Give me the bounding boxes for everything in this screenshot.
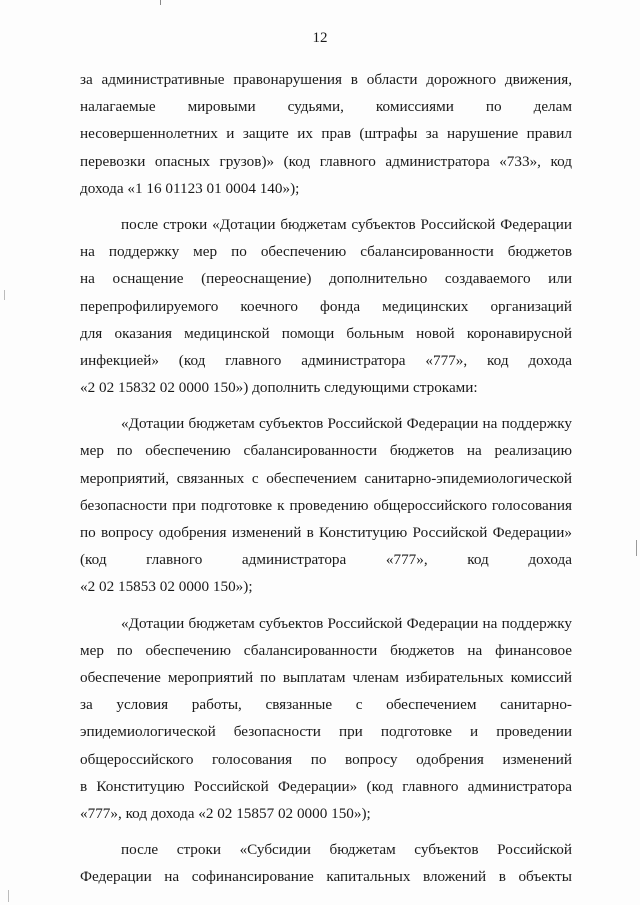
text-line: мер по обеспечению сбалансированности бюджетов на реализацию [80, 442, 572, 460]
text-line: перевозки опасных грузов)» (код главного администратора «733», код [80, 152, 572, 170]
scan-mark [8, 890, 9, 902]
text-line: «Дотации бюджетам субъектов Российской Федерации на поддержку [121, 614, 572, 632]
text-line: «2 02 15853 02 0000 150»); [80, 578, 253, 596]
text-line: мер по обеспечению сбалансированности бюджетов на финансовое [80, 641, 572, 659]
text-line: общероссийского голосования по вопросу одобрения изменений [80, 750, 572, 768]
page-number: 12 [312, 30, 328, 46]
text-line: дохода «1 16 01123 01 0004 140»); [80, 179, 300, 197]
text-line: безопасности при подготовке к проведению общероссийского голосования [80, 496, 572, 514]
text-line: после строки «Субсидии бюджетам субъектов Российской [121, 841, 572, 859]
paragraph [80, 610, 572, 828]
paragraph [80, 836, 572, 890]
paragraph [80, 66, 572, 202]
text-line: инфекцией» (код главного администратора «777», код дохода [80, 351, 572, 369]
text-line: обеспечение мероприятий по выплатам членам избирательных комиссий [80, 668, 572, 686]
document-body [80, 66, 572, 890]
text-line: Федерации на софинансирование капитальных вложений в объекты [80, 868, 572, 886]
text-line: на оснащение (переоснащение) дополнительно создаваемого или [80, 270, 572, 288]
text-line: по вопросу одобрения изменений в Конституцию Российской Федерации» [80, 524, 572, 541]
text-line: «Дотации бюджетам субъектов Российской Федерации на поддержку [121, 415, 572, 433]
text-line: мероприятий, связанных с обеспечением санитарно-эпидемиологической [80, 469, 572, 487]
text-line: за условия работы, связанные с обеспечением санитарно- [80, 696, 572, 714]
text-line: несовершеннолетних и защите их прав (штрафы за нарушение правил [80, 125, 572, 143]
text-line: (код главного администратора «777», код дохода [80, 551, 572, 569]
text-line: «2 02 15832 02 0000 150») дополнить следующими строками: [80, 379, 478, 397]
text-line: перепрофилируемого коечного фонда медицинских организаций [80, 297, 572, 315]
paragraph [80, 410, 572, 600]
scan-mark [160, 0, 161, 5]
text-line: для оказания медицинской помощи больным новой коронавирусной [80, 324, 572, 342]
text-line: на поддержку мер по обеспечению сбалансированности бюджетов [80, 243, 572, 261]
text-line: в Конституцию Российской Федерации» (код главного администратора [80, 777, 572, 795]
text-line: эпидемиологической безопасности при подготовке и проведении [80, 723, 572, 741]
text-line: «777», код дохода «2 02 15857 02 0000 150»); [80, 804, 371, 822]
paragraph [80, 211, 572, 401]
text-line: налагаемые мировыми судьями, комиссиями по делам [80, 98, 572, 116]
scan-mark [636, 540, 637, 556]
text-line: после строки «Дотации бюджетам субъектов Российской Федерации [121, 215, 572, 233]
scan-mark [4, 290, 5, 300]
text-line: за административные правонарушения в области дорожного движения, [80, 71, 572, 88]
